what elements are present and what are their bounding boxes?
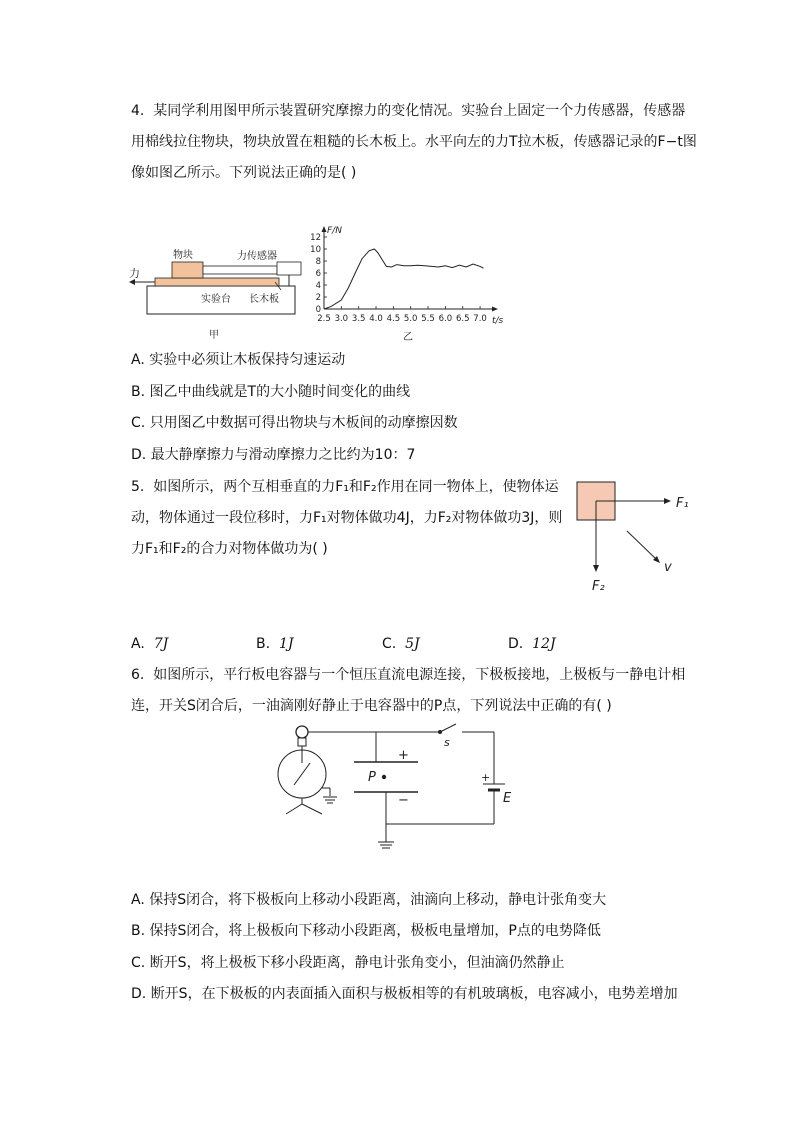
q5-option-d[interactable] [508,634,556,654]
option-letter: A. [131,636,145,652]
q4-option-a[interactable] [131,350,345,370]
chart-axes [322,226,499,312]
option-text: 最大静摩擦力与滑动摩擦力之比约为10：7 [150,447,416,463]
label-f2: F₂ [592,579,605,594]
option-text: 保持S闭合，将上极板向下移动小段距离，极板电量增加，P点的电势降低 [149,923,601,939]
label-plus-battery: + [481,771,491,784]
chart-x-tick-label: 6.5 [455,314,470,324]
q4-option-c[interactable] [131,413,458,433]
q5-line1 [131,477,559,497]
chart-ylabel: F/N [327,226,342,236]
chart-x-tick-label: 2.5 [317,314,331,324]
option-letter: B. [131,384,146,400]
chart-y-tick-label: 10 [310,245,321,255]
option-text: 5J [405,636,420,652]
option-text: 图乙中曲线就是T的大小随时间变化的曲线 [149,384,411,400]
q5-number: 5. [131,479,145,495]
chart-x-tick-label: 5.5 [421,314,435,324]
chart-x-axis-arrow [492,307,498,312]
label-e: E [503,791,512,806]
q5-figure [575,476,700,601]
chart-y-tick-label: 4 [315,281,321,291]
caption-jia: 甲 [209,330,219,341]
q6-option-c[interactable] [131,953,565,973]
option-letter: B. [131,923,146,939]
chart-x-tick-label: 7.0 [473,314,487,324]
q4-text-1: 某同学利用图甲所示装置研究摩擦力的变化情况。实验台上固定一个力传感器，传感器 [153,103,686,119]
q6-number: 6. [131,667,145,683]
option-letter: D. [131,986,147,1002]
q6-line2: 连，开关S闭合后，一油滴刚好静止于电容器中的P点，下列说法中正确的有( ) [131,698,612,714]
chart-y-tick-label: 0 [315,305,321,315]
label-plus-plate: + [398,748,409,763]
option-text: 断开S，在下极板的内表面插入面积与极板相等的有机玻璃板，电容减小，电势差增加 [150,986,678,1002]
chart-y-tick-label: 6 [315,269,321,279]
q5-text-1: 如图所示，两个互相垂直的力F₁和F₂作用在同一物体上，使物体运 [153,479,559,495]
q6-line1 [131,665,685,685]
v-arrow [627,531,657,560]
option-letter: D. [508,636,524,652]
chart-y-tick-label: 2 [315,293,321,303]
chart-y-tick-label: 12 [310,233,321,243]
chart-y-axis-arrow [322,226,327,232]
option-text: 1J [278,636,294,652]
q4-figure-yi-chart [307,222,512,347]
q4-option-d[interactable] [131,445,415,465]
q6-text-1: 如图所示，平行板电容器与一个恒压直流电源连接，下极板接地，上极板与一静电计相 [153,667,686,683]
option-letter: D. [131,447,147,463]
label-board: 长木板 [249,294,279,305]
option-text: 断开S，将上极板下移小段距离，静电计张角变小，但油滴仍然静止 [149,955,565,971]
switch-blade [440,724,456,732]
option-letter: C. [131,955,146,971]
chart-caption: 乙 [403,332,413,343]
q5-line3: 力F₁和F₂的合力对物体做功为( ) [131,541,328,557]
q4-figure-jia [125,240,305,345]
force-sensor [277,262,301,275]
label-sensor: 力传感器 [237,251,277,262]
oil-drop-p [382,775,386,779]
option-letter: A. [131,892,145,908]
option-text: 实验中必须让木板保持匀速运动 [149,352,346,368]
label-table: 实验台 [201,294,231,305]
option-letter: C. [382,636,397,652]
chart-x-tick-label: 4.5 [386,314,401,324]
label-p: P [368,770,376,785]
electrometer-stem [298,738,306,746]
option-letter: C. [131,415,146,431]
q6-option-d[interactable] [131,984,678,1004]
electrometer-knob [296,726,308,738]
option-text: 7J [153,636,169,652]
q4-line1 [131,101,685,121]
q6-option-a[interactable] [131,890,606,910]
block [172,262,203,278]
q5-option-a[interactable] [131,634,168,654]
q4-line2: 用棉线拉住物块，物块放置在粗糙的长木板上。水平向左的力T拉木板，传感器记录的F−t图 [131,134,697,150]
q6-circuit-figure [270,718,530,856]
option-text: 保持S闭合，将下极板向上移动小段距离，油滴向上移动，静电计张角变大 [149,892,607,908]
chart-xlabel: t/s [492,316,504,326]
label-f1: F₁ [676,496,689,511]
option-letter: B. [256,636,271,652]
q6-option-b[interactable] [131,921,601,941]
chart-y-tick-label: 8 [315,257,321,267]
q4-number: 4. [131,103,145,119]
chart-x-tick-label: 3.0 [334,314,349,324]
option-text: 只用图乙中数据可得出物块与木板间的动摩擦因数 [149,415,458,431]
q4-line3: 像如图乙所示。下列说法正确的是( ) [131,165,357,181]
label-force: 力 [129,267,140,280]
long-board [155,278,279,286]
q5-option-c[interactable] [382,634,420,654]
label-s: s [444,736,450,749]
option-text: 12J [532,636,556,652]
chart-x-tick-label: 6.0 [438,314,453,324]
label-minus-plate: − [398,793,409,808]
sensor-rod [203,266,277,274]
label-block: 物块 [173,250,193,261]
chart-x-tick-label: 4.0 [369,314,383,324]
chart-x-tick-label: 3.5 [351,314,366,324]
q4-option-b[interactable] [131,382,410,402]
q5-line2: 动，物体通过一段位移时，力F₁对物体做功4J，力F₂对物体做功3J，则 [131,510,563,526]
chart-x-tick-label: 5.0 [403,314,418,324]
q5-option-b[interactable] [256,634,294,654]
option-letter: A. [131,352,145,368]
chart-series-line [324,249,484,309]
label-v: v [664,560,672,575]
